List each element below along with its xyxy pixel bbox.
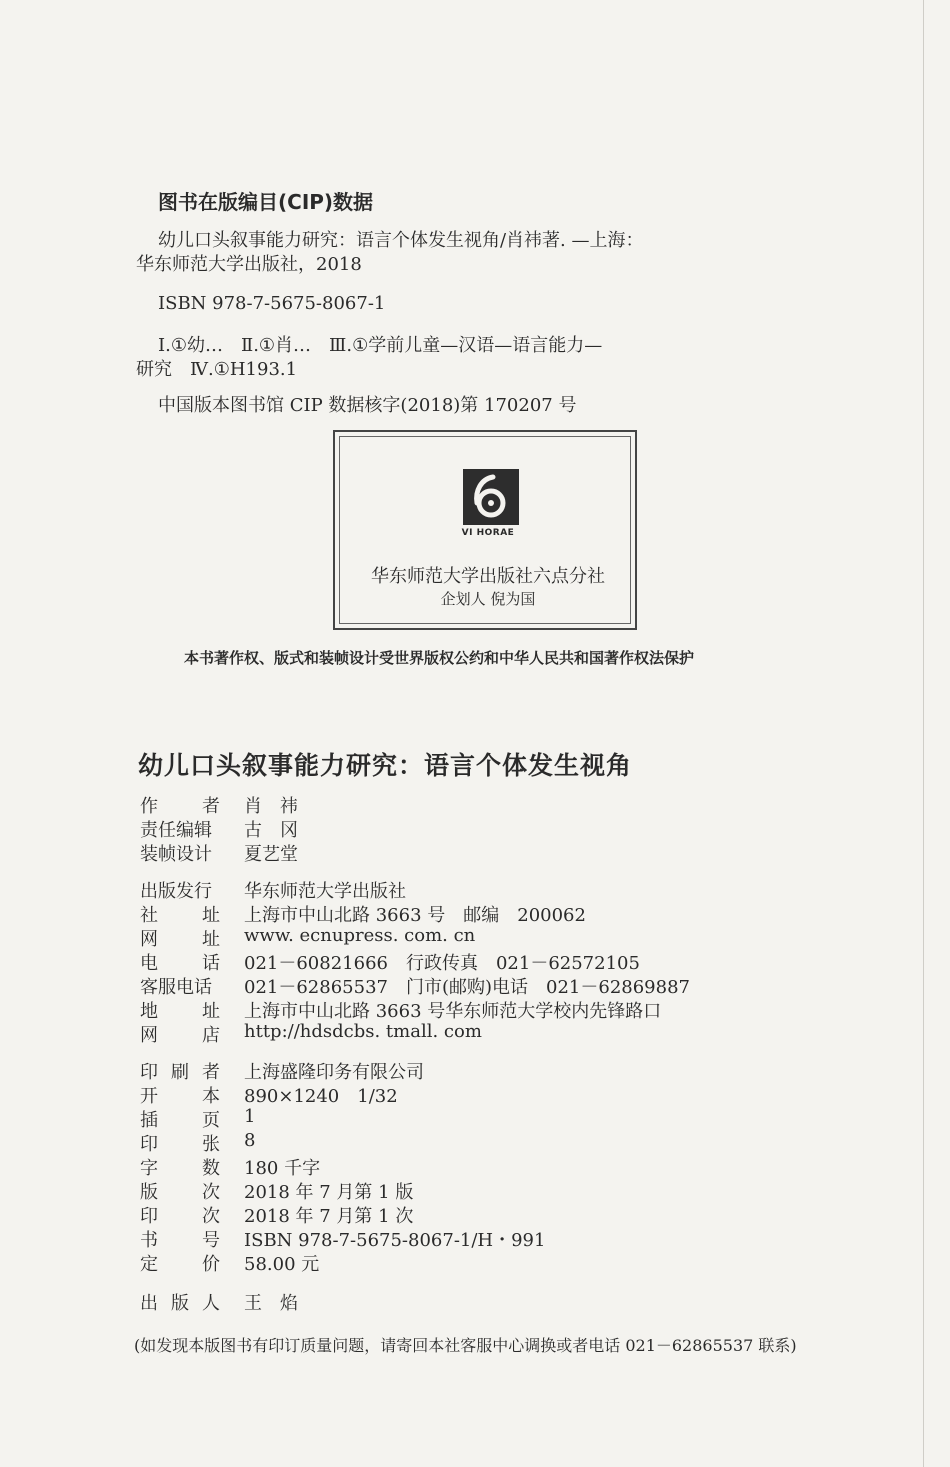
cip-isbn: ISBN 978-7-5675-8067-1 [158,293,386,314]
info-label: 字 数 [140,1158,220,1179]
info-label: 印 刷 者 [140,1062,220,1083]
info-value: 58.00 元 [244,1254,320,1275]
info-value: 上海盛隆印务有限公司 [244,1062,424,1083]
credit-value: 夏艺堂 [244,844,298,865]
info-value: 上海市中山北路 3663 号 邮编 200062 [244,905,586,926]
logo-wordmark: VI HORAE [461,528,515,538]
info-value: 1 [244,1106,256,1127]
info-label: 电 话 [140,953,220,974]
info-value: 华东师范大学出版社 [244,881,406,902]
info-value: 2018 年 7 月第 1 版 [244,1182,414,1203]
credit-label: 装帧设计 [140,844,212,865]
info-value: 890×1240 1/32 [244,1086,398,1107]
info-value: 021－62865537 门市(邮购)电话 021－62869887 [244,977,690,998]
info-label: 印 张 [140,1134,220,1155]
cip-publisher-line: 华东师范大学出版社，2018 [136,254,362,275]
logo-box-inner-border [339,436,631,624]
publisher-logo-box [333,430,637,630]
info-label: 开 本 [140,1086,220,1107]
info-label: 印 次 [140,1206,220,1227]
page-edge [923,0,924,1467]
website-link[interactable]: www. ecnupress. com. cn [244,925,476,946]
cip-classification-line-1: Ⅰ.①幼… Ⅱ.①肖… Ⅲ.①学前儿童—汉语—语言能力— [158,335,603,356]
info-label: 客服电话 [140,977,212,998]
info-label: 地 址 [140,1001,220,1022]
info-label: 定 价 [140,1254,220,1275]
cip-heading: 图书在版编目(CIP)数据 [158,190,374,214]
info-value: 2018 年 7 月第 1 次 [244,1206,414,1227]
info-label: 网 址 [140,929,220,950]
info-value: 8 [244,1130,256,1151]
six-points-logo-icon [463,469,519,525]
info-label: 版 次 [140,1182,220,1203]
online-shop-link[interactable]: http://hdsdcbs. tmall. com [244,1021,482,1042]
credit-label: 作 者 [140,796,220,817]
info-label: 出版发行 [140,881,212,902]
info-value: ISBN 978-7-5675-8067-1/H・991 [244,1230,546,1251]
logo-planner: 企划人 倪为国 [440,590,536,608]
cip-classification-line-2: 研究 Ⅳ.①H193.1 [136,359,298,380]
info-label: 网 店 [140,1025,220,1046]
cip-title-line: 幼儿口头叙事能力研究：语言个体发生视角/肖祎著. —上海： [158,230,644,251]
info-label: 书 号 [140,1230,220,1251]
info-label: 社 址 [140,905,220,926]
logo-publisher-name: 华东师范大学出版社六点分社 [371,566,605,587]
info-value: 180 千字 [244,1158,321,1179]
credit-label: 责任编辑 [140,820,212,841]
credit-value: 古 冈 [244,820,298,841]
info-label: 出 版 人 [140,1293,220,1314]
info-value: 上海市中山北路 3663 号华东师范大学校内先锋路口 [244,1001,662,1022]
copyright-notice: 本书著作权、版式和装帧设计受世界版权公约和中华人民共和国著作权法保护 [184,649,695,667]
info-value: 021－60821666 行政传真 021－62572105 [244,953,640,974]
info-value: 王 焰 [244,1293,298,1314]
info-label: 插 页 [140,1110,220,1131]
credit-value: 肖 祎 [244,796,298,817]
book-title: 幼儿口头叙事能力研究：语言个体发生视角 [138,751,633,780]
quality-issue-note: (如发现本版图书有印订质量问题，请寄回本社客服中心调换或者电话 021－62865537 联系) [134,1336,797,1355]
cip-data-number: 中国版本图书馆 CIP 数据核字(2018)第 170207 号 [158,395,577,416]
